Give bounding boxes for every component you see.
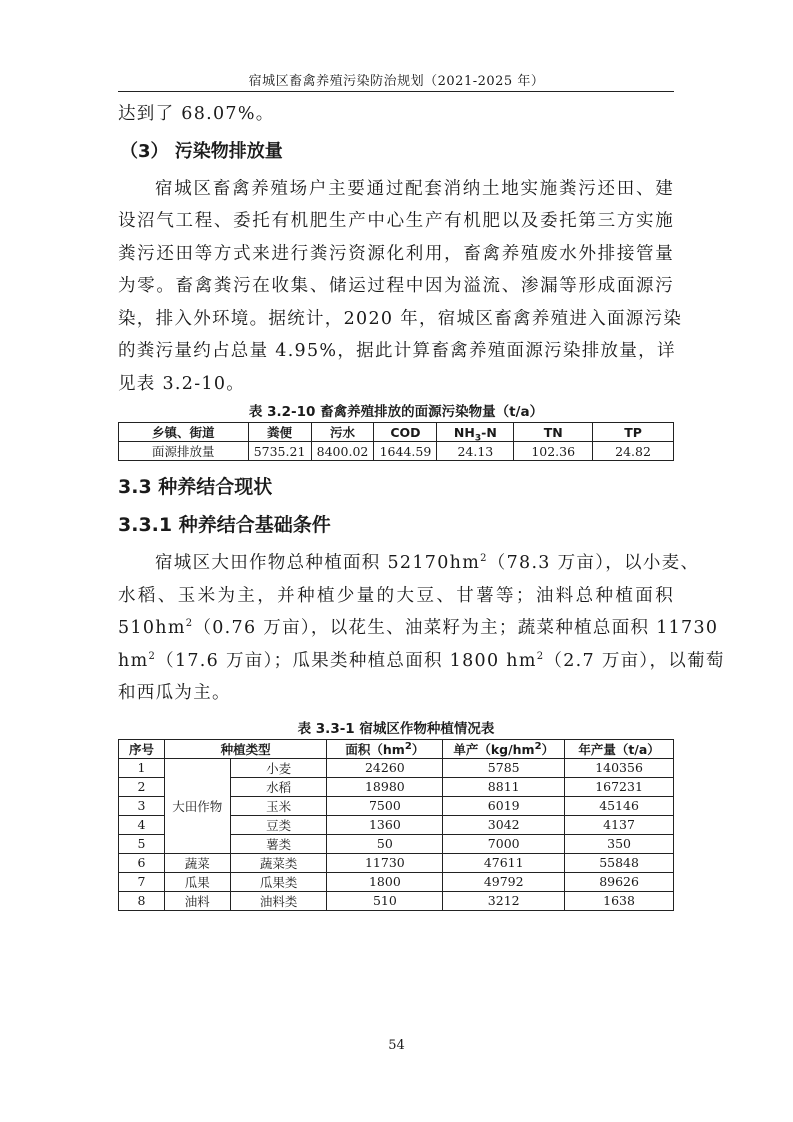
paragraph-line: 和西瓜为主。	[118, 683, 231, 703]
table-cell: 8	[119, 891, 165, 910]
continuation-text: 达到了 68.07%。	[118, 104, 275, 124]
header-seq: 序号	[119, 739, 165, 758]
table-header-row	[119, 739, 674, 758]
table-cell: 玉米	[230, 796, 327, 815]
paragraph-line: 粪污还田等方式来进行粪污资源化利用，畜禽养殖废水外排接管量	[118, 243, 674, 264]
pollution-paragraph	[118, 173, 683, 401]
table-row	[119, 891, 674, 910]
planting-paragraph	[118, 547, 725, 710]
table-cell: 89626	[565, 872, 674, 891]
table-3-2-10	[118, 422, 674, 461]
table-cell: 5785	[443, 758, 565, 777]
table-cell: 49792	[443, 872, 565, 891]
table-cell: 7500	[327, 796, 443, 815]
table-cell: 1800	[327, 872, 443, 891]
section-3-3-heading: 3.3 种养结合现状	[118, 476, 273, 498]
paragraph-line: 的粪污量约占总量 4.95%，据此计算畜禽养殖面源污染排放量，详	[118, 341, 676, 361]
table-cell: 510	[327, 891, 443, 910]
page-number: 54	[388, 1038, 405, 1053]
paragraph-line: 设沼气工程、委托有机肥生产中心生产有机肥以及委托第三方实施	[118, 211, 674, 231]
table-cell: 1	[119, 758, 165, 777]
table-cell: 瓜果	[164, 872, 230, 891]
table-cell: 豆类	[230, 815, 327, 834]
table-cell: 167231	[565, 777, 674, 796]
paragraph-line: 为零。畜禽粪污在收集、储运过程中因为溢流、渗漏等形成面源污	[118, 276, 674, 296]
table-cell: 1360	[327, 815, 443, 834]
paragraph-line: 宿城区大田作物总种植面积 $52170hm^2(78.3$ 万亩），以小麦、	[155, 553, 700, 573]
table-cell: 薯类	[230, 834, 327, 853]
table-3-2-10-caption: 表 3.2-10 畜禽养殖排放的面源污染物量（t/a）	[248, 404, 544, 420]
table-cell: 面源排放量	[119, 442, 249, 461]
table-cell: 6019	[443, 796, 565, 815]
header-area: 面积$(hm^2)$	[327, 739, 443, 758]
table-cell: 3042	[443, 815, 565, 834]
header-cod: COD	[374, 423, 437, 442]
table-cell: 蔬菜类	[230, 853, 327, 872]
table-cell: 140356	[565, 758, 674, 777]
table-cell: 8400.02	[311, 442, 374, 461]
header-nh3n: $NH_3-N$	[437, 423, 514, 442]
table-cell: 2	[119, 777, 165, 796]
category-field-crops: 大田作物	[164, 758, 230, 853]
table-cell: 18980	[327, 777, 443, 796]
table-row	[119, 872, 674, 891]
table-cell: 350	[565, 834, 674, 853]
table-cell: 45146	[565, 796, 674, 815]
header-output: 年产量（t/a）	[565, 739, 674, 758]
paragraph-line: 宿城区畜禽养殖场户主要通过配套消纳土地实施粪污还田、建	[155, 178, 674, 199]
paragraph-line: 见表 3.2-10。	[118, 373, 246, 394]
pollution-heading: （3） 污染物排放量	[120, 140, 283, 162]
header-town: 乡镇、街道	[119, 423, 249, 442]
paragraph-line: $hm^2(17.6$ 万亩）；瓜果类种植总面积 1800 $hm^2(2.7$ 万亩），以葡萄	[118, 650, 725, 671]
table-cell: 3212	[443, 891, 565, 910]
table-3-3-1	[118, 739, 674, 911]
header-yield: 单产$(kg/hm^2)$	[443, 739, 565, 758]
table-cell: 102.36	[514, 442, 593, 461]
table-row	[119, 758, 674, 777]
table-cell: 油料类	[230, 891, 327, 910]
table-cell: 47611	[443, 853, 565, 872]
header-wastewater: 污水	[311, 423, 374, 442]
header-tp: TP	[593, 423, 674, 442]
table-cell: 瓜果类	[230, 872, 327, 891]
table-cell: 7000	[443, 834, 565, 853]
table-cell: 水稻	[230, 777, 327, 796]
table-cell: 24260	[327, 758, 443, 777]
table-cell: 1638	[565, 891, 674, 910]
table-cell: 8811	[443, 777, 565, 796]
table-cell: 4	[119, 815, 165, 834]
page-content	[118, 98, 725, 911]
paragraph-line: $510hm^2(0.76$ 万亩），以花生、油菜籽为主；蔬菜种植总面积 11730	[118, 618, 719, 638]
table-cell: 24.13	[437, 442, 514, 461]
table-cell: 4137	[565, 815, 674, 834]
table-cell: 55848	[565, 853, 674, 872]
header-rule	[118, 91, 674, 92]
table-cell: 50	[327, 834, 443, 853]
table-cell: 3	[119, 796, 165, 815]
header-manure: 粪便	[248, 423, 311, 442]
table-cell: 24.82	[593, 442, 674, 461]
table-cell: 蔬菜	[164, 853, 230, 872]
header-type: 种植类型	[164, 739, 327, 758]
table-cell: 小麦	[230, 758, 327, 777]
table-cell: 5	[119, 834, 165, 853]
paragraph-line: 染，排入外环境。据统计，2020 年，宿城区畜禽养殖进入面源污染	[118, 308, 683, 329]
table-row	[119, 442, 674, 461]
table-cell: 11730	[327, 853, 443, 872]
table-3-3-1-caption: 表 3.3-1 宿城区作物种植情况表	[297, 720, 495, 737]
section-3-3-1-heading: 3.3.1 种养结合基础条件	[118, 514, 331, 536]
page-header-title: 宿城区畜禽养殖污染防治规划（2021-2025 年）	[248, 74, 545, 89]
table-cell: 7	[119, 872, 165, 891]
table-cell: 6	[119, 853, 165, 872]
paragraph-line: 水稻、玉米为主，并种植少量的大豆、甘薯等；油料总种植面积	[118, 585, 674, 606]
table-cell: 油料	[164, 891, 230, 910]
table-header-row	[119, 423, 674, 442]
header-tn: TN	[514, 423, 593, 442]
table-cell: 1644.59	[374, 442, 437, 461]
table-cell: 5735.21	[248, 442, 311, 461]
table-row	[119, 853, 674, 872]
